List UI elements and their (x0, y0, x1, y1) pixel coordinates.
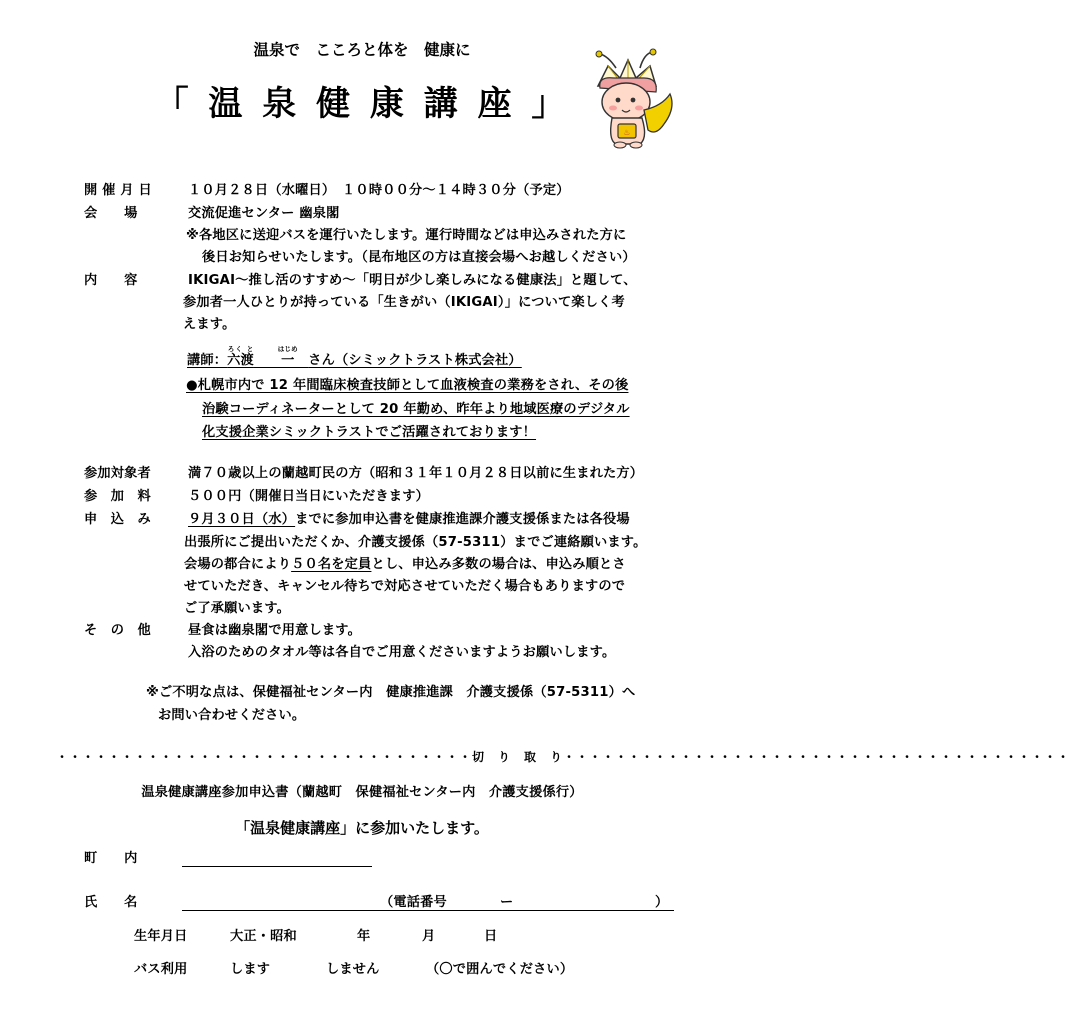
month-label: 月 (422, 929, 436, 944)
apply-line-5: ご了承願います。 (184, 601, 291, 616)
content-line-1: IKIGAI～推し活のすすめ～「明日が少し楽しみになる健康法」と題して、 (188, 273, 637, 288)
lecturer-line (187, 345, 522, 369)
content-line-3: えます。 (183, 317, 236, 332)
form-header: 温泉健康講座参加申込書（蘭越町 保健福祉センター内 介護支援係行） (141, 785, 583, 800)
date-value: １０月２８日（水曜日） １０時００分～１４時３０分（予定） (188, 183, 570, 198)
town-label: 町 内 (84, 851, 138, 866)
lecturer-suffix: さん（シミックトラスト株式会社） (308, 353, 522, 368)
apply-capacity: ５０名を定員 (291, 557, 372, 572)
venue-note-2: 後日お知らせいたします。（昆布地区の方は直接会場へお越しください） (202, 250, 636, 265)
target-label: 参加対象者 (84, 466, 151, 481)
other-line-1: 昼食は幽泉閣で用意します。 (188, 623, 361, 638)
apply-line-2: 出張所にご提出いただくか、介護支援係（57-5311）までご連絡願います。 (184, 535, 647, 550)
venue-label: 会 場 (84, 206, 138, 221)
venue-value: 交流促進センター 幽泉閣 (188, 206, 340, 221)
target-value: 満７０歳以上の蘭越町民の方（昭和３１年１０月２８日以前に生まれた方） (188, 466, 644, 481)
fee-value: ５００円（開催日当日にいただきます） (188, 489, 429, 504)
bio-line-3: 化支援企業シミックトラストでご活躍されております！ (202, 425, 537, 440)
phone-dash: ー (500, 895, 514, 910)
venue-note-1: ※各地区に送迎バスを運行いたします。運行時間などは申込みされた方に (186, 228, 627, 243)
name-label: 氏 名 (84, 895, 138, 910)
page-title: 「 温 泉 健 康 講 座 」 (154, 84, 570, 124)
date-label: 開 催 月 日 (84, 183, 152, 198)
content-line-2: 参加者一人ひとりが持っている「生きがい（IKIGAI）」について楽しく考 (183, 295, 625, 310)
bus-instruction: （〇で囲んでください） (426, 962, 574, 977)
phone-label: （電話番号 (380, 895, 447, 910)
cut-line: ・・・・・・・・・・・・・・・・・・・・・・・・・・・・・・・・切 り 取 り・・・・・・・・・・・・・・・・・・・・・・・・・・・・・・・・・・・・・・・ (56, 750, 1070, 764)
content-label: 内 容 (84, 273, 138, 288)
form-statement: 「温泉健康講座」に参加いたします。 (235, 819, 489, 837)
apply-line-4: せていただき、キャンセル待ちで対応させていただく場合もありますので (184, 579, 626, 594)
other-label: そ の 他 (84, 623, 151, 638)
lecturer-given-name: 一はじめ (277, 345, 298, 368)
apply-deadline: ９月３０日（水） (188, 512, 296, 527)
other-line-2: 入浴のためのタオル等は各自でご用意くださいますようお願いします。 (188, 645, 616, 660)
year-label: 年 (357, 929, 371, 944)
phone-close: ） (655, 895, 669, 910)
bus-label: バス利用 (134, 962, 188, 977)
lecturer-surname: 六渡ろく と (227, 345, 254, 368)
day-label: 日 (484, 929, 498, 944)
inquiry-line-2: お問い合わせください。 (158, 708, 306, 723)
svg-text:♨: ♨ (623, 128, 631, 137)
subtitle: 温泉で こころと体を 健康に (253, 41, 471, 59)
bus-yes-option[interactable]: します (230, 962, 271, 977)
lecturer-prefix: 講師： (187, 353, 228, 368)
era-options[interactable]: 大正・昭和 (230, 929, 297, 944)
onsen-mascot-icon (578, 48, 678, 148)
birth-label: 生年月日 (134, 929, 188, 944)
bus-no-option[interactable]: しません (326, 962, 380, 977)
apply-line-3: 会場の都合により５０名を定員とし、申込み多数の場合は、申込み順とさ (184, 557, 626, 572)
bio-line-1: ●札幌市内で 12 年間臨床検査技師として血液検査の業務をされ、その後 (186, 378, 629, 393)
bio-line-2: 治験コーディネーターとして 20 年勤め、昨年より地域医療のデジタル (202, 402, 630, 417)
fee-label: 参 加 料 (84, 489, 151, 504)
apply-line-1: ９月３０日（水）までに参加申込書を健康推進課介護支援係または各役場 (188, 512, 630, 527)
town-field[interactable] (182, 866, 372, 867)
apply-label: 申 込 み (84, 512, 151, 527)
inquiry-line-1: ※ご不明な点は、保健福祉センター内 健康推進課 介護支援係（57-5311）へ (146, 685, 636, 700)
